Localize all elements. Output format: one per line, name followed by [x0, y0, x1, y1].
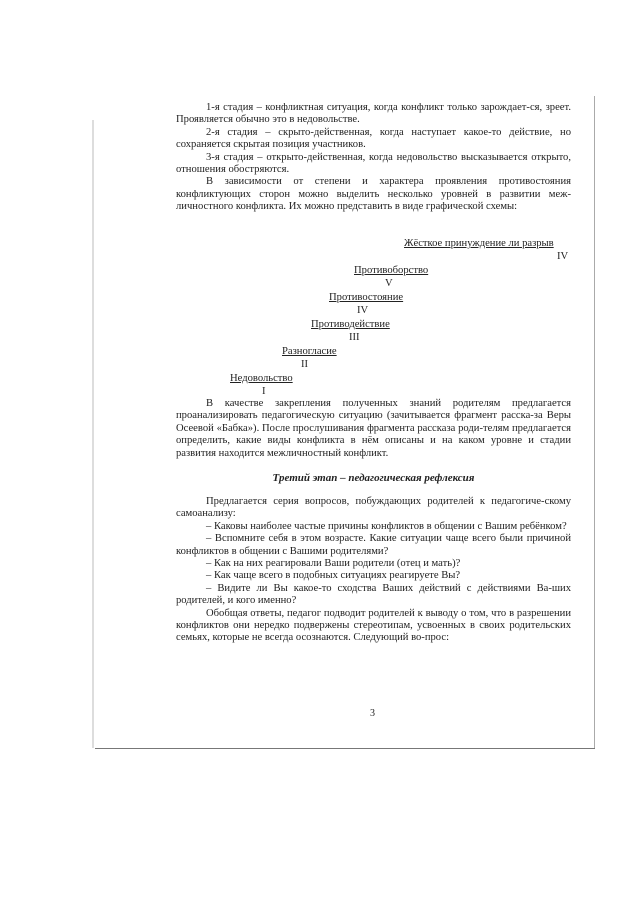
level-num-disagreement: II — [301, 359, 309, 370]
level-num-counteraction: III — [349, 332, 360, 343]
level-num-opposition: IV — [357, 305, 369, 316]
level-label-discontent: Недовольство — [230, 373, 293, 384]
section-heading: Третий этап – педагогическая рефлексия — [272, 472, 475, 484]
question-3: – Как на них реагировали Ваши родители (отец и мать)? — [206, 558, 461, 570]
question-5: – Видите ли Вы какое-то сходства Ваших действий с действиями Ва-ших родителей, и кого именно? — [176, 582, 571, 607]
level-label-coercion: Жёсткое принуждение ли разрыв — [404, 238, 554, 249]
level-label-disagreement: Разногласие — [282, 346, 337, 357]
stage-1-paragraph: 1-я стадия – конфликтная ситуация, когда конфликт только зарождает-ся, зреет. Проявляется обычно это в недовольстве. — [176, 102, 571, 126]
stage-2-paragraph: 2-я стадия – скрыто-действенная, когда наступает какое-то действие, но сохраняется скрытая позиция участников. — [176, 126, 571, 151]
stage-3-paragraph: 3-я стадия – открыто-действенная, когда недовольство высказывается открыто, отношения обостряются. — [176, 151, 571, 176]
level-label-opposition: Противостояние — [329, 292, 404, 303]
question-4: – Как чаще всего в подобных ситуациях реагируете Вы? — [206, 570, 461, 582]
levels-paragraph: В зависимости от степени и характера проявления противостояния конфликтующих сторон можно выделить несколько уровней в развитии меж-личностного конфликта. Их можно представить в виде графической схемы: — [176, 176, 571, 213]
conclusion-paragraph: Обобщая ответы, педагог подводит родителей к выводу о том, что в разрешении конфликтов они нередко подвержены стереотипам, усвоенных в своих родительских семьях, которые не всегда осознаются. Следующий во-прос: — [176, 607, 571, 644]
level-num-confrontation: V — [385, 278, 393, 289]
question-1: – Каковы наиболее частые причины конфликтов в общении с Вашим ребёнком? — [206, 520, 567, 532]
level-num-discontent: I — [262, 386, 266, 397]
level-label-counteraction: Противодействие — [311, 319, 390, 330]
reflection-intro: Предлагается серия вопросов, побуждающих родителей к педагогиче-скому самоанализу: — [176, 496, 571, 520]
level-label-confrontation: Противоборство — [354, 265, 429, 276]
question-2: – Вспомните себя в этом возрасте. Какие ситуации чаще всего были причиной конфликтов в общении с Вашими родителями? — [176, 533, 571, 557]
reflection-text — [176, 496, 571, 645]
task-paragraph: В качестве закрепления полученных знаний родителям предлагается проанализировать педагогическую ситуацию (зачитывается фрагмент расска-за Веры Осеевой «Бабка»). После прослушивания фрагмента рассказа роди-телям предлагается определить, какие виды конфликта в нём описаны и на каком уровне и стадии развития находится межличностный конфликт. — [176, 398, 571, 459]
level-num-coercion: IV — [557, 251, 569, 262]
task-text — [176, 398, 571, 460]
page-number: 3 — [370, 708, 375, 719]
